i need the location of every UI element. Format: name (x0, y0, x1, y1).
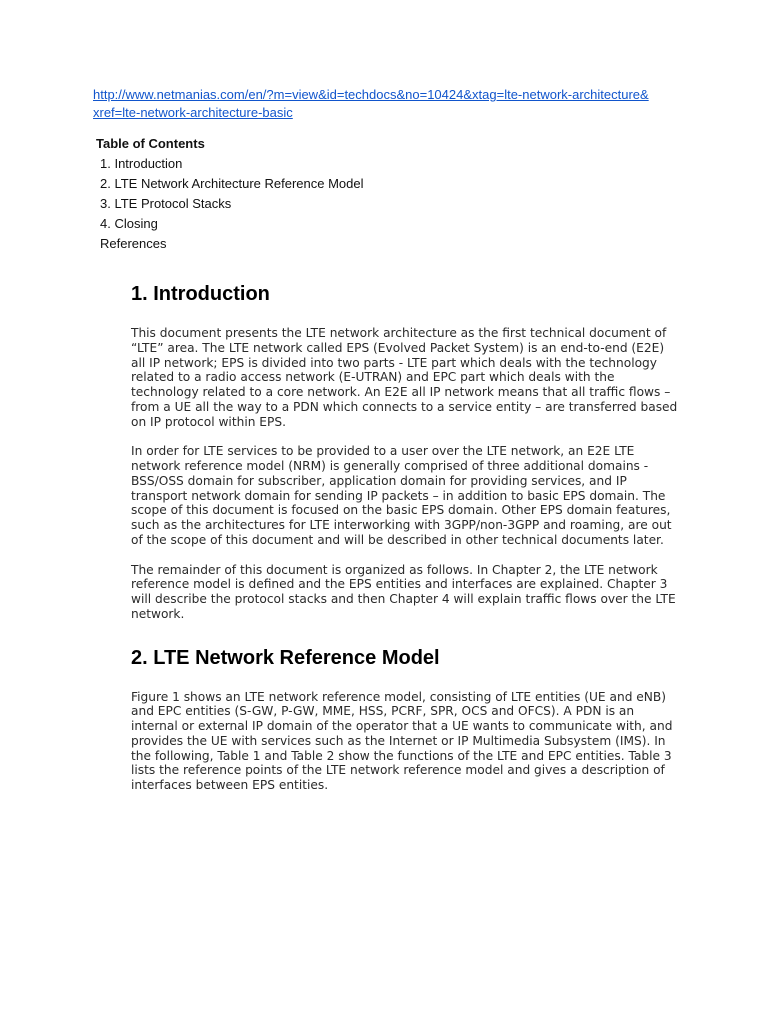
article-body (131, 282, 679, 793)
toc-item-closing[interactable]: 4. Closing (100, 216, 158, 231)
table-of-contents (96, 134, 364, 254)
toc-item-protocol-stacks[interactable]: 3. LTE Protocol Stacks (100, 196, 232, 211)
toc-item-references[interactable]: References (100, 236, 167, 251)
paragraph: In order for LTE services to be provided to a user over the LTE network, an E2E LTE network reference model (NRM) is generally comprised of three additional domains - BSS/OSS domain for subscriber, application domain for providing services, and IP transport network domain for sending IP packets – in addition to basic EPS domain. The scope of this document is focused on the basic EPS domain. Other EPS domain features, such as the architectures for LTE interworking with 3GPP/non-3GPP and roaming, are out of the scope of this document and will be described in other technical documents later. (131, 444, 672, 547)
toc-title: Table of Contents (96, 136, 205, 151)
toc-list (96, 154, 364, 254)
section-heading-network-reference-model: 2. LTE Network Reference Model (131, 646, 440, 669)
toc-item-introduction[interactable]: 1. Introduction (100, 156, 183, 171)
paragraph: This document presents the LTE network architecture as the first technical document of “LTE” area. The LTE network called EPS (Evolved Packet System) is an end-to-end (E2E) all IP network; EPS is divided into two parts - LTE part which deals with the technology related to a radio access network (E-UTRAN) and EPC part which deals with the technology related to a core network. An E2E all IP network means that all traffic flows – from a UE all the way to a PDN which connects to a service entity – are transferred based on IP protocol within EPS. (131, 326, 678, 429)
toc-item-network-architecture[interactable]: 2. LTE Network Architecture Reference Model (100, 176, 364, 191)
paragraph: The remainder of this document is organized as follows. In Chapter 2, the LTE network reference model is defined and the EPS entities and interfaces are explained. Chapter 3 will describe the protocol stacks and then Chapter 4 will explain traffic flows over the LTE network. (131, 562, 676, 621)
paragraph: Figure 1 shows an LTE network reference model, consisting of LTE entities (UE and eNB) and EPC entities (S-GW, P-GW, MME, HSS, PCRF, SPR, OCS and OFCS). A PDN is an internal or external IP domain of the operator that a UE wants to communicate with, and provides the UE with services such as the Internet or IP Multimedia Subsystem (IMS). In the following, Table 1 and Table 2 show the functions of the LTE and EPC entities. Table 3 lists the reference points of the LTE network reference model and gives a description of interfaces between EPS entities. (131, 689, 673, 792)
source-url-link[interactable]: http://www.netmanias.com/en/?m=view&id=techdocs&no=10424&xtag=lte-network-architecture&xref=lte-network-architecture-basic (93, 87, 649, 120)
section-heading-introduction: 1. Introduction (131, 283, 270, 305)
